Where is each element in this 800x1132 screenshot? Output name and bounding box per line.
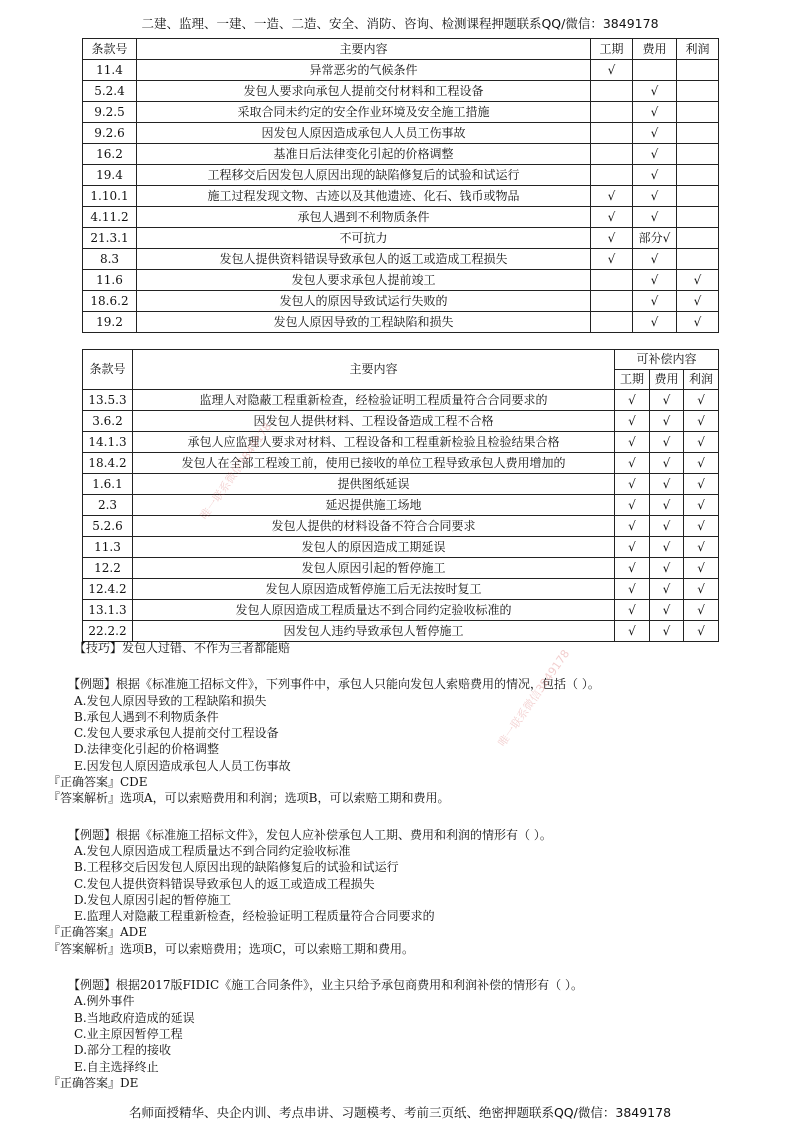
table-cell: 施工过程发现文物、古迹以及其他遗迹、化石、钱币或物品 <box>137 186 591 207</box>
example-option: D.发包人原因引起的暂停施工 <box>74 892 232 907</box>
table-cell: √ <box>633 207 677 228</box>
table-cell: √ <box>650 621 684 642</box>
table-cell: √ <box>684 390 719 411</box>
table-cell <box>591 81 633 102</box>
table-cell: √ <box>684 516 719 537</box>
page-footer: 名师面授精华、央企内训、考点串讲、习题模考、考前三页纸、绝密押题联系QQ/微信：3849178 <box>128 1105 672 1120</box>
table-cell: √ <box>650 600 684 621</box>
table-cell <box>677 249 719 270</box>
table-row <box>83 390 719 411</box>
table-cell: 13.1.3 <box>83 600 133 621</box>
example-analysis: 『答案解析』选项B，可以索赔费用；选项C，可以索赔工期和费用。 <box>48 941 415 956</box>
table-cell <box>591 291 633 312</box>
table-cell: 2.3 <box>83 495 133 516</box>
table-cell: √ <box>677 312 719 333</box>
table-cell: 19.4 <box>83 165 137 186</box>
table-cell: 3.6.2 <box>83 411 133 432</box>
table-cell: √ <box>615 411 650 432</box>
table-cell <box>677 81 719 102</box>
example-answer: 『正确答案』ADE <box>48 925 148 940</box>
example-option: E.因发包人原因造成承包人人员工伤事故 <box>74 758 291 773</box>
example-option: C.发包人要求承包人提前交付工程设备 <box>74 726 279 741</box>
table-cell: 不可抗力 <box>137 228 591 249</box>
table-cell: √ <box>615 453 650 474</box>
table-cell: 异常恶劣的气候条件 <box>137 60 591 81</box>
table-row <box>83 207 719 228</box>
table-cell: √ <box>633 102 677 123</box>
table-cell <box>677 207 719 228</box>
example-option: B.承包人遇到不利物质条件 <box>74 709 219 724</box>
table-cell: 发包人原因引起的暂停施工 <box>133 558 615 579</box>
example-block <box>48 676 748 806</box>
table-cell: √ <box>684 537 719 558</box>
header-cell: 费用 <box>633 39 677 60</box>
header-cell: 条款号 <box>83 350 133 390</box>
table-cell: √ <box>633 165 677 186</box>
table-cell: 发包人在全部工程竣工前，使用已接收的单位工程导致承包人费用增加的 <box>133 453 615 474</box>
table-cell: √ <box>650 516 684 537</box>
example-option: A.发包人原因造成工程质量达不到合同约定验收标准 <box>74 843 351 858</box>
table-cell: √ <box>684 621 719 642</box>
table-cell: 发包人的原因造成工期延误 <box>133 537 615 558</box>
example-question: 【例题】根据2017版FIDIC《施工合同条件》，业主只给予承包商费用和利润补偿的情形有（ ）。 <box>68 978 583 993</box>
example-option: B.工程移交后因发包人原因出现的缺陷修复后的试验和试运行 <box>74 860 399 875</box>
table-cell: 部分√ <box>633 228 677 249</box>
table-cell: 发包人要求向承包人提前交付材料和工程设备 <box>137 81 591 102</box>
table-row <box>83 249 719 270</box>
example-analysis: 『答案解析』选项A，可以索赔费用和利润；选项B，可以索赔工期和费用。 <box>48 791 450 806</box>
table-cell: √ <box>615 600 650 621</box>
table-row <box>83 144 719 165</box>
table-cell: √ <box>684 432 719 453</box>
table-cell: 工程移交后因发包人原因出现的缺陷修复后的试验和试运行 <box>137 165 591 186</box>
table-row <box>83 81 719 102</box>
table-cell: √ <box>615 558 650 579</box>
table-cell: 11.6 <box>83 270 137 291</box>
table-cell: √ <box>591 249 633 270</box>
table-cell: √ <box>615 621 650 642</box>
table-row <box>83 474 719 495</box>
header-cell: 主要内容 <box>133 350 615 390</box>
example-option: D.法律变化引起的价格调整 <box>74 742 220 757</box>
table-cell: 11.4 <box>83 60 137 81</box>
table-cell: √ <box>684 474 719 495</box>
table-cell: 9.2.5 <box>83 102 137 123</box>
table-cell: √ <box>650 558 684 579</box>
table-cell: 承包人应监理人要求对材料、工程设备和工程重新检验且检验结果合格 <box>133 432 615 453</box>
table-cell: √ <box>684 600 719 621</box>
table-cell <box>677 228 719 249</box>
table-row <box>83 270 719 291</box>
header-cell: 工期 <box>591 39 633 60</box>
table-row <box>83 516 719 537</box>
table-header-row <box>83 39 719 60</box>
table-cell: 延迟提供施工场地 <box>133 495 615 516</box>
table-row <box>83 558 719 579</box>
table-cell <box>677 102 719 123</box>
table-row <box>83 600 719 621</box>
table-cell: 16.2 <box>83 144 137 165</box>
table-cell: 11.3 <box>83 537 133 558</box>
header-cell: 利润 <box>677 39 719 60</box>
table-cell: √ <box>633 291 677 312</box>
example-option: A.例外事件 <box>74 994 135 1009</box>
table-cell: √ <box>650 537 684 558</box>
table-cell: 发包人提供资料错误导致承包人的返工或造成工程损失 <box>137 249 591 270</box>
table-row <box>83 432 719 453</box>
claims-table-1 <box>82 38 719 333</box>
table-cell: √ <box>633 81 677 102</box>
table-cell: √ <box>650 453 684 474</box>
table-cell <box>677 165 719 186</box>
table-cell: √ <box>677 270 719 291</box>
header-cell: 费用 <box>650 370 684 390</box>
example-option: E.自主选择终止 <box>74 1059 159 1074</box>
body-text <box>48 640 748 1091</box>
table-cell: 因发包人提供材料、工程设备造成工程不合格 <box>133 411 615 432</box>
table-cell: √ <box>633 270 677 291</box>
table-cell: √ <box>615 432 650 453</box>
table-cell: 提供图纸延误 <box>133 474 615 495</box>
table-cell: √ <box>615 474 650 495</box>
table-cell: √ <box>650 411 684 432</box>
example-option: C.发包人提供资料错误导致承包人的返工或造成工程损失 <box>74 876 375 891</box>
example-option: A.发包人原因导致的工程缺陷和损失 <box>74 693 267 708</box>
table-cell: 发包人要求承包人提前竣工 <box>137 270 591 291</box>
table-cell: 9.2.6 <box>83 123 137 144</box>
table-cell: √ <box>615 390 650 411</box>
table-cell: √ <box>677 291 719 312</box>
table-row <box>83 495 719 516</box>
table-row <box>83 123 719 144</box>
table-cell: 18.6.2 <box>83 291 137 312</box>
table-cell: √ <box>650 390 684 411</box>
table-cell: √ <box>615 579 650 600</box>
table-cell: √ <box>650 474 684 495</box>
table-row <box>83 228 719 249</box>
example-block <box>48 827 748 957</box>
table-cell: √ <box>633 312 677 333</box>
table-cell: √ <box>591 186 633 207</box>
table-cell: 5.2.6 <box>83 516 133 537</box>
header-cell: 可补偿内容 <box>615 350 719 370</box>
table-cell <box>591 123 633 144</box>
table-row <box>83 291 719 312</box>
table-cell: 监理人对隐蔽工程重新检查，经检验证明工程质量符合合同要求的 <box>133 390 615 411</box>
header-cell: 主要内容 <box>137 39 591 60</box>
table-cell: 14.1.3 <box>83 432 133 453</box>
table-cell: √ <box>650 432 684 453</box>
table-row <box>83 621 719 642</box>
table-cell: 4.11.2 <box>83 207 137 228</box>
table-cell: √ <box>591 228 633 249</box>
table-cell: 承包人遇到不利物质条件 <box>137 207 591 228</box>
table-cell: √ <box>684 411 719 432</box>
table-cell: √ <box>684 558 719 579</box>
table-row <box>83 537 719 558</box>
table-cell <box>591 165 633 186</box>
table-cell: √ <box>615 495 650 516</box>
header-cell: 工期 <box>615 370 650 390</box>
table-cell <box>591 270 633 291</box>
table-row <box>83 186 719 207</box>
table-cell: √ <box>591 60 633 81</box>
watermark: 唯一联系微信3849178 <box>495 647 573 750</box>
page-header: 二建、监理、一建、一造、二造、安全、消防、咨询、检测课程押题联系QQ/微信：3849178 <box>141 16 659 31</box>
table-cell: 19.2 <box>83 312 137 333</box>
table-cell <box>677 144 719 165</box>
table-cell: √ <box>633 249 677 270</box>
claims-table-2 <box>82 349 719 642</box>
table-cell: 发包人原因造成工程质量达不到合同约定验收标准的 <box>133 600 615 621</box>
table-cell: 1.10.1 <box>83 186 137 207</box>
table-cell: √ <box>684 495 719 516</box>
table-cell: √ <box>633 186 677 207</box>
table-cell: 12.4.2 <box>83 579 133 600</box>
table-header-row <box>83 350 719 370</box>
table-cell <box>591 102 633 123</box>
table-cell: 1.6.1 <box>83 474 133 495</box>
table-row <box>83 165 719 186</box>
table-cell: 发包人原因导致的工程缺陷和损失 <box>137 312 591 333</box>
example-option: E.监理人对隐蔽工程重新检查，经检验证明工程质量符合合同要求的 <box>74 909 435 924</box>
header-cell: 条款号 <box>83 39 137 60</box>
table-cell: 8.3 <box>83 249 137 270</box>
table-cell <box>677 60 719 81</box>
header-cell: 利润 <box>684 370 719 390</box>
table-row <box>83 453 719 474</box>
example-block <box>48 977 748 1091</box>
table-cell <box>591 312 633 333</box>
table-cell: 发包人提供的材料设备不符合合同要求 <box>133 516 615 537</box>
table-cell: 因发包人违约导致承包人暂停施工 <box>133 621 615 642</box>
table-cell: 18.4.2 <box>83 453 133 474</box>
table-cell: √ <box>615 516 650 537</box>
table-cell: √ <box>591 207 633 228</box>
table-cell: 21.3.1 <box>83 228 137 249</box>
table-cell: √ <box>684 579 719 600</box>
table-cell: √ <box>650 579 684 600</box>
table-row <box>83 312 719 333</box>
table-row <box>83 102 719 123</box>
table-cell <box>633 60 677 81</box>
example-question: 【例题】根据《标准施工招标文件》，下列事件中，承包人只能向发包人索赔费用的情况，包括（ ）。 <box>68 677 600 692</box>
table-cell: 13.5.3 <box>83 390 133 411</box>
table-cell: √ <box>684 453 719 474</box>
table-cell <box>677 123 719 144</box>
table-cell: 因发包人原因造成承包人人员工伤事故 <box>137 123 591 144</box>
tip-text: 【技巧】发包人过错、不作为三者都能赔 <box>74 641 291 655</box>
table-cell: √ <box>633 144 677 165</box>
table-cell: 22.2.2 <box>83 621 133 642</box>
table-row <box>83 60 719 81</box>
table-cell: √ <box>615 537 650 558</box>
table-row <box>83 579 719 600</box>
example-answer: 『正确答案』DE <box>48 1075 139 1090</box>
table-cell: 5.2.4 <box>83 81 137 102</box>
example-answer: 『正确答案』CDE <box>48 775 148 790</box>
table-cell: 发包人的原因导致试运行失败的 <box>137 291 591 312</box>
table-cell: 发包人原因造成暂停施工后无法按时复工 <box>133 579 615 600</box>
table-cell: 采取合同未约定的安全作业环境及安全施工措施 <box>137 102 591 123</box>
table-cell: 基准日后法律变化引起的价格调整 <box>137 144 591 165</box>
table-cell: √ <box>650 495 684 516</box>
example-question: 【例题】根据《标准施工招标文件》，发包人应补偿承包人工期、费用和利润的情形有（ ）。 <box>68 827 552 842</box>
table-cell: √ <box>633 123 677 144</box>
table-cell: 12.2 <box>83 558 133 579</box>
watermark: 唯一联系微信3849178 <box>197 420 275 523</box>
example-option: C.业主原因暂停工程 <box>74 1026 183 1041</box>
table-cell <box>677 186 719 207</box>
example-option: D.部分工程的接收 <box>74 1043 172 1058</box>
table-cell <box>591 144 633 165</box>
example-option: B.当地政府造成的延误 <box>74 1010 195 1025</box>
table-row <box>83 411 719 432</box>
